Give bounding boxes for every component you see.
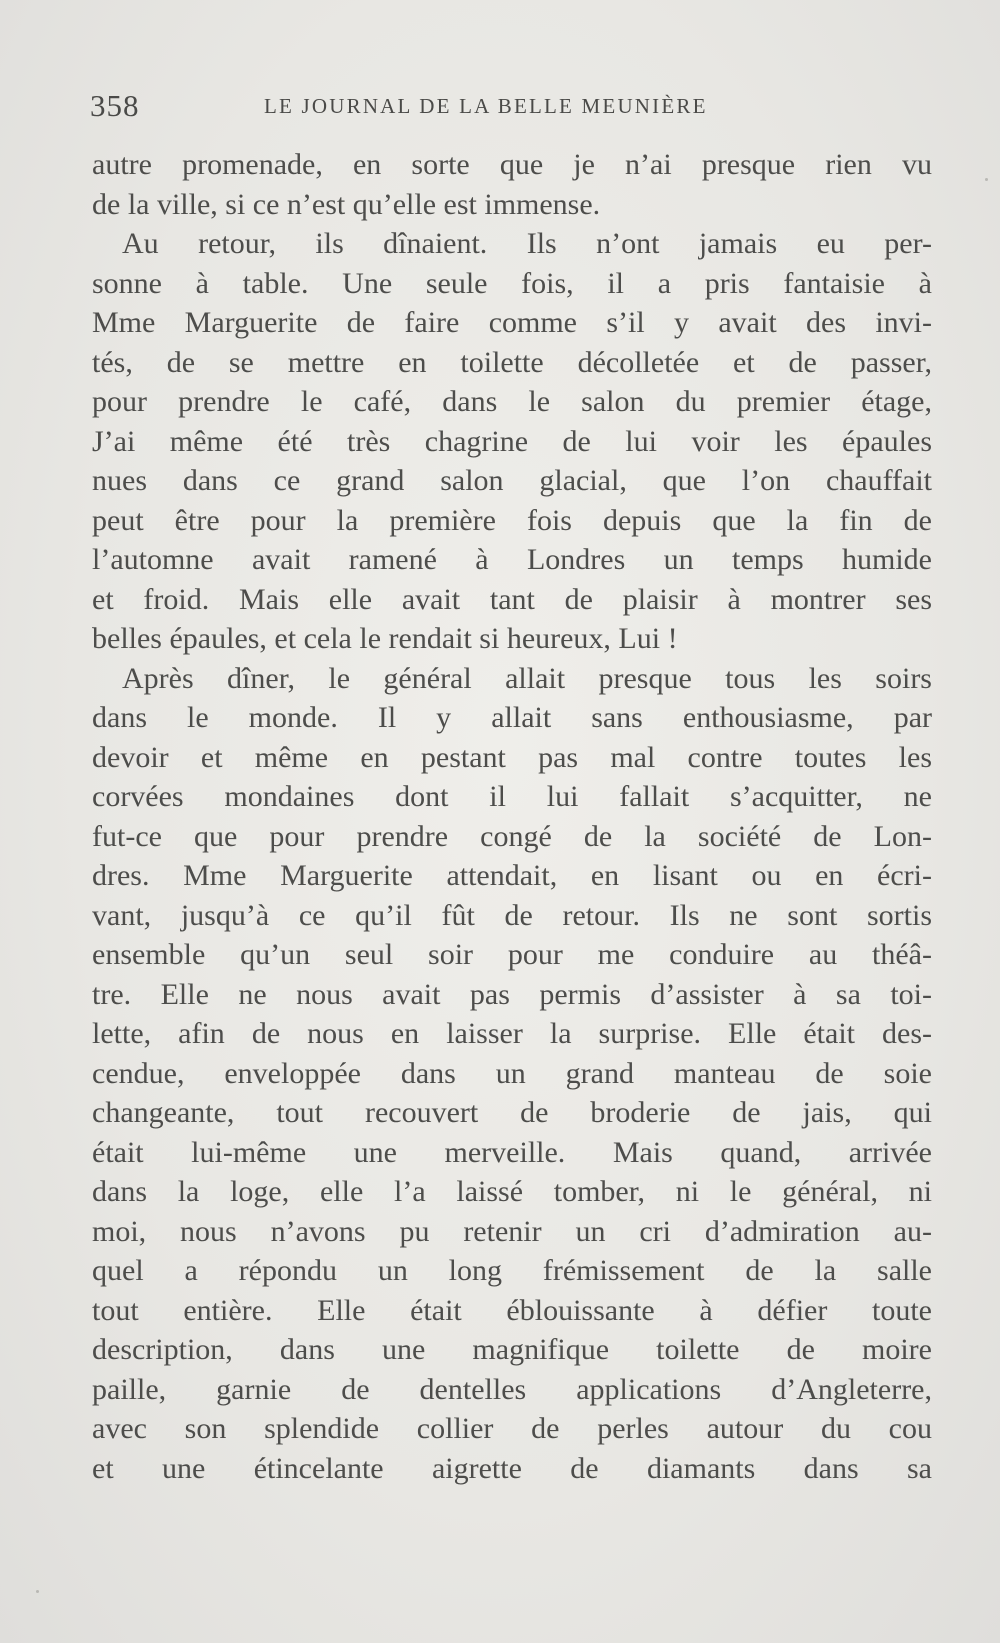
- text-line: tre. Elle ne nous avait pas permis d’assister à sa toi-: [92, 977, 932, 1011]
- text-line: belles épaules, et cela le rendait si heureux, Lui !: [92, 622, 678, 655]
- text-line: sonne à table. Une seule fois, il a pris fantaisie à: [92, 266, 932, 300]
- text-line: quel a répondu un long frémissement de la salle: [92, 1254, 932, 1287]
- text-line: J’ai même été très chagrine de lui voir les épaules: [92, 424, 932, 458]
- page-header: [88, 88, 928, 128]
- text-line: moi, nous n’avons pu retenir un cri d’admiration au-: [92, 1214, 932, 1248]
- text-line: Mme Marguerite de faire comme s’il y avait des invi-: [92, 306, 932, 339]
- page-number: 358: [90, 88, 140, 123]
- text-line: avec son splendide collier de perles autour du cou: [92, 1412, 932, 1445]
- body-text: [92, 145, 932, 1488]
- text-line: Après dîner, le général allait presque tous les soirs: [122, 661, 932, 695]
- text-line: fut-ce que pour prendre congé de la société de Lon-: [92, 819, 932, 853]
- text-line: ensemble qu’un seul soir pour me conduire au théâ-: [92, 938, 932, 971]
- text-line: peut être pour la première fois depuis que la fin de: [92, 503, 932, 537]
- text-line: changeante, tout recouvert de broderie de jais, qui: [92, 1096, 932, 1129]
- text-line: de la ville, si ce n’est qu’elle est immense.: [92, 187, 601, 221]
- text-line: corvées mondaines dont il lui fallait s’acquitter, ne: [92, 780, 932, 813]
- text-line: était lui-même une merveille. Mais quand, arrivée: [92, 1135, 932, 1169]
- text-line: paille, garnie de dentelles applications d’Angleterre,: [92, 1372, 932, 1406]
- text-line: l’automne avait ramené à Londres un temps humide: [92, 543, 932, 576]
- text-line: lette, afin de nous en laisser la surprise. Elle était des-: [92, 1017, 932, 1050]
- text-line: dans le monde. Il y allait sans enthousiasme, par: [92, 701, 932, 734]
- text-line: Au retour, ils dînaient. Ils n’ont jamais eu per-: [122, 227, 932, 260]
- text-line: dans la loge, elle l’a laissé tomber, ni le général, ni: [92, 1175, 932, 1208]
- text-line: tés, de se mettre en toilette décolletée et de passer,: [92, 345, 932, 379]
- text-line: dres. Mme Marguerite attendait, en lisant ou en écri-: [92, 859, 932, 892]
- text-line: cendue, enveloppée dans un grand manteau de soie: [92, 1056, 932, 1090]
- text-line: et une étincelante aigrette de diamants dans sa: [92, 1451, 932, 1485]
- text-line: vant, jusqu’à ce qu’il fût de retour. Ils ne sont sortis: [92, 898, 932, 932]
- running-head: LE JOURNAL DE LA BELLE MEUNIÈRE: [264, 94, 708, 118]
- text-line: autre promenade, en sorte que je n’ai presque rien vu: [92, 148, 932, 181]
- text-line: devoir et même en pestant pas mal contre toutes les: [92, 740, 932, 774]
- text-line: description, dans une magnifique toilette de moire: [92, 1333, 932, 1366]
- text-line: et froid. Mais elle avait tant de plaisir à montrer ses: [92, 582, 932, 616]
- text-line: pour prendre le café, dans le salon du premier étage,: [92, 385, 932, 418]
- paper-speck: [36, 1590, 39, 1593]
- paper-speck: [985, 178, 988, 181]
- text-line: tout entière. Elle était éblouissante à défier toute: [92, 1293, 932, 1327]
- text-line: nues dans ce grand salon glacial, que l’on chauffait: [92, 464, 932, 497]
